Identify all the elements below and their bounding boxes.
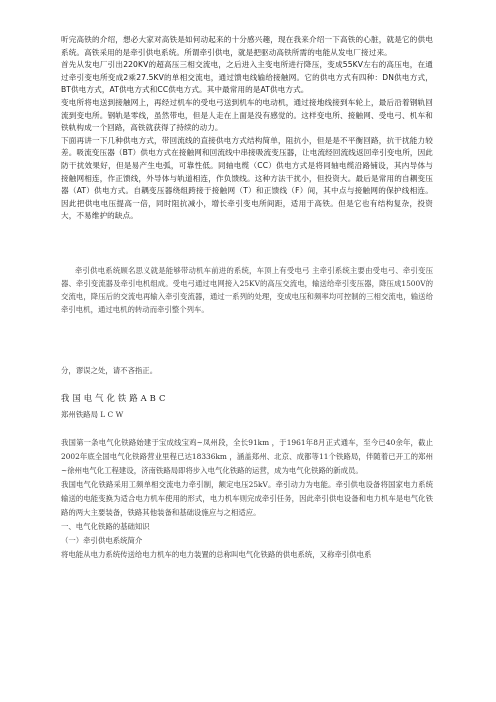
paragraph-history: 我国第一条电气化铁路始建于宝成线宝鸡~凤州段，全长91km ，于1961年8月正式通车，至今已40余年，截止2002年底全国电气化铁路营业里程已达18336km ，涵盖郑州、北京、成都等11个铁路局，伴随着已开工的郑州~徐州电气化工程建设，济南铁路局即将步入电气化铁路的运营，成为电气化铁路的新成员。 bbox=[61, 438, 433, 475]
paragraph-circuit: 变电所将电送到接触网上，再经过机车的受电弓送到机车的电动机，通过接地线接到车轮上，最后沿着钢轨回流到变电所。钢轨是零线，虽然带电，但是人走在上面是没有感觉的。这样变电所、接触网、受电弓、机车和铁轨构成一个回路，高铁就获得了持续的动力。 bbox=[61, 97, 433, 133]
paragraph-system-definition: 将电能从电力系统传送给电力机车的电力装置的总称叫电气化铁路的供电系统，又称牵引供电系 bbox=[61, 550, 372, 559]
closing-note bbox=[61, 364, 433, 378]
section-electrified-railway bbox=[61, 436, 433, 562]
closing-text: 分，谬误之处，请不吝指正。 bbox=[61, 366, 158, 375]
article-title: 我国电气化铁路ABC bbox=[61, 393, 169, 403]
article-heading bbox=[61, 392, 433, 421]
paragraph-intro: 听完高铁的介绍，想必大家对高铁是如何动起来的十分感兴趣，现在我来介绍一下高铁的心脏，就是它的供电系统。高铁采用的是牵引供电系统。所谓牵引供电，就是把驱动高铁所需的电能从发电厂接过来。 bbox=[61, 35, 433, 57]
paragraph-power-supply: 首先从发电厂引出220KV的超高压三相交流电，之后进入主变电所进行降压，变成55KV左右的高压电，在通过牵引变电所变成2乘27.5KV的单相交流电，通过馈电线输给接触网。它的供电方式有四种：DN供电方式，BT供电方式，AT供电方式和CC供电方式。其中最常用的是AT供电方式。 bbox=[61, 60, 433, 95]
section-high-speed-rail-power bbox=[61, 34, 433, 223]
paragraph-supply-modes: 下面再讲一下几种供电方式，带回流线的直接供电方式结构简单，阻抗小，但是是不平衡回路，抗干扰能力较差。吸流变压器（BT）供电方式在接触网和回流线中串接吸流变压器，让电流经回流线返回牵引变电所，因此防干扰效果好，但是易产生电弧，可靠性低。同轴电缆（CC）供电方式是将同轴电缆沿路铺设，其内导体与接触网相连，作正馈线，外导体与轨道相连，作负馈线。这种方法干扰小，但投资大。最后是常用的自耦变压器（AT）供电方式。自耦变压器绕组跨接于接触网（T）和正馈线（F）间，其中点与接触网的保护线相连。因此把供电电压提高一倍，同时阻抗减小，增长牵引变电所间距，适用于高铁。但是它也有结构复杂，投资大，不易维护的缺点。 bbox=[61, 135, 433, 221]
paragraph-traction-power: 我国电气化铁路采用工频单相交流电力牵引制，额定电压25kV。牵引动力为电能。牵引供电设备将国家电力系统输送的电能变换为适合电力机车使用的形式，电力机车则完成牵引任务，因此牵引供电设备和电力机车是电气化铁路的两大主要装备，铁路其他装备和基础设施应与之相适应。 bbox=[61, 480, 433, 517]
article-author: 郑州铁路局 L C W bbox=[61, 410, 124, 419]
paragraph-traction-system: 牵引供电系统顾名思义就是能够带动机车前进的系统，车顶上有受电弓 主牵引系统主要由受电弓、牵引变压器、牵引变流器及牵引电机组成。受电弓通过电网接入25KV的高压交流电，输送给牵引变压器，降压成1500V的交流电，降压后的交流电再输入牵引变流器，通过一系列的处理，变成电压和频率均可控制的三相交流电，输送给牵引电机，通过电机的转动而牵引整个列车。 bbox=[61, 266, 433, 314]
section-traction-system bbox=[61, 264, 433, 316]
subheading-system-intro: （一）牵引供电系统简介 bbox=[61, 536, 143, 545]
subheading-basics: 一、电气化铁路的基础知识 bbox=[61, 522, 150, 531]
